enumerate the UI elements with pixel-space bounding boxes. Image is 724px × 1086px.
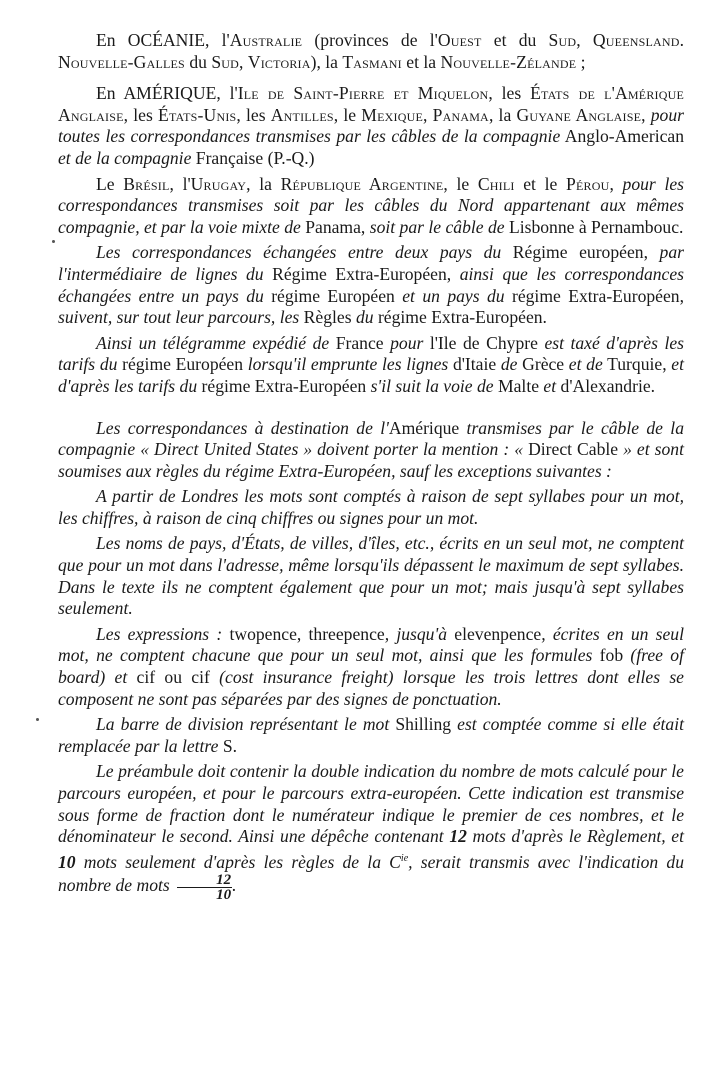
paragraph-amerique	[58, 83, 684, 169]
italic-run: de	[500, 354, 518, 375]
region-heading-amerique: AMÉRIQUE	[123, 83, 217, 104]
scan-speck	[36, 718, 39, 721]
place-name: Grèce	[517, 354, 569, 375]
company-name: Anglo-American	[560, 126, 684, 147]
italic-run: lorsqu'il emprunte les lignes	[247, 354, 449, 375]
text-run: et le	[514, 173, 566, 194]
place-name: Panama	[432, 104, 489, 125]
word-count-fraction	[177, 873, 232, 902]
text-run: ,	[422, 104, 433, 125]
paragraph-expressions	[58, 624, 684, 710]
text-run: ,	[609, 173, 623, 194]
text-run: régime Extra-Européen.	[373, 307, 547, 328]
place-name: Tasmani	[342, 51, 402, 72]
italic-run: soit par le câble de	[369, 216, 505, 237]
text-run: régime Européen	[117, 354, 248, 375]
italic-run: Les correspondances échangées entre deux pays du	[96, 242, 502, 263]
place-name: Queensland	[592, 30, 680, 50]
text-run: Régime Extra-Européen	[263, 263, 447, 284]
italic-run: pour les correspondances transmises soit par les câbles du Nord appartenant aux mêmes compagnie, et par la voie mixte de	[58, 173, 684, 237]
place-name: l'Ile de Chypre	[423, 332, 545, 353]
term-text: Shilling	[389, 714, 458, 735]
fraction-numerator: 12	[177, 873, 232, 888]
text-run: (provinces de l'	[302, 30, 438, 50]
expression-text: twopence, threepence	[229, 623, 385, 644]
place-name: Nouvelle-Zélande	[440, 51, 577, 72]
place-name: Lisbonne à Pernambouc.	[504, 216, 684, 237]
text-run: ,	[679, 285, 684, 306]
italic-run: mots d'après le Règlement, et	[466, 826, 684, 847]
text-run: , l'	[205, 30, 230, 50]
text-run: .	[679, 30, 684, 50]
paragraph-londres	[58, 486, 684, 529]
text-run: , l'	[169, 173, 191, 194]
italic-run: La barre de division représentant le mot	[96, 714, 390, 735]
italic-run: » et sont soumises aux règles du régime Extra-Européen, sauf les exceptions suivantes :	[58, 439, 684, 481]
superscript-text: ie	[400, 852, 409, 864]
place-name: Victoria	[247, 51, 311, 72]
text-run: , les	[488, 83, 531, 104]
text-run: ,	[643, 242, 660, 263]
place-name: France	[329, 332, 391, 353]
region-heading-oceanie: OCÉANIE	[127, 30, 205, 50]
place-name: Mexique	[361, 104, 423, 125]
italic-run: (cost insurance freight) lorsque les trois lettres dont elles se composent ne sont pas séparées par des signes de ponctuation.	[58, 667, 684, 709]
place-name: Brésil	[123, 173, 170, 194]
italic-run: et de la compagnie	[58, 147, 192, 168]
place-name: Pérou	[566, 173, 610, 194]
italic-run: ainsi que les correspondances échangées entre un pays du	[58, 263, 685, 306]
italic-run: Les correspondances à destination de l'	[96, 417, 389, 438]
italic-run: du	[355, 307, 374, 328]
paragraph-barre-division	[58, 714, 684, 757]
paragraph-direct-united-states	[58, 418, 684, 483]
text-run: Règles	[299, 307, 356, 328]
italic-run: et un pays du	[402, 285, 505, 306]
italic-run: et d'après les tarifs du	[58, 354, 684, 396]
scan-speck	[52, 240, 55, 243]
place-name: République Argentine	[280, 173, 444, 194]
expression-text: elevenpence	[454, 623, 542, 644]
italic-run: est comptée comme si elle était remplacée par la lettre	[58, 714, 684, 756]
place-name: Sud	[211, 51, 240, 72]
paragraph-exemple-chypre	[58, 333, 684, 398]
italic-run: et	[543, 375, 557, 396]
place-name: d'Alexandrie.	[556, 375, 656, 396]
place-name: Ouest	[437, 30, 482, 50]
text-run: , la	[246, 173, 281, 194]
term-text: S.	[218, 735, 238, 756]
italic-run: , écrites en un seul mot, ne comptent chacune que pour un seul mot, ainsi que les formules	[58, 623, 684, 666]
text-run: ,	[360, 216, 370, 237]
italic-run: suivent, sur tout leur parcours, les	[58, 307, 300, 328]
text-run: ;	[576, 51, 586, 72]
text-run: , l'	[216, 83, 238, 104]
italic-run: Le préambule doit contenir la double indication du nombre de mots calculé pour le parcours européen, et pour le parcours extra-européen. Cette indication est transmise sous forme de fraction dont le numérateur indique le premier de ces nombres, et le dénominateur le second. Ainsi une dépêche contenant	[58, 761, 684, 847]
text-run: ,	[446, 263, 460, 284]
italic-run: pour	[390, 332, 424, 353]
place-name: Ile de Saint-Pierre et Miquelon	[237, 83, 489, 104]
italic-run: Les expressions :	[96, 623, 230, 644]
text-run: En	[96, 30, 128, 50]
place-name: Guyane Anglaise	[516, 104, 642, 125]
italic-run: Ainsi un télégramme expédié de	[96, 332, 330, 353]
fraction-denominator: 10	[216, 887, 232, 904]
text-run: et du	[481, 30, 549, 50]
text-run: régime Européen	[263, 285, 403, 306]
paragraph-correspondances	[58, 242, 684, 328]
company-name: Française (P.-Q.)	[191, 147, 315, 168]
place-name: Australie	[229, 30, 303, 50]
place-name: Panama	[300, 216, 361, 237]
place-name: Antilles	[270, 104, 334, 125]
text-run: ,	[641, 104, 651, 125]
text-run: En	[96, 83, 124, 104]
italic-run: par l'intermédiaire de lignes du	[58, 242, 684, 284]
place-name: Sud	[548, 30, 577, 50]
italic-run: » doivent porter la mention : «	[298, 439, 529, 460]
text-run: Le	[96, 173, 124, 194]
place-name: Chili	[477, 173, 515, 194]
text-run: , le	[443, 173, 478, 194]
paragraph-amerique-sud	[58, 174, 684, 239]
italic-run: transmises par le câble de la compagnie «	[58, 417, 684, 460]
place-name: États-Unis	[158, 104, 237, 125]
paragraph-noms-de-pays	[58, 533, 684, 619]
italic-run: , serait transmis avec l'indication du nombre de mots	[58, 851, 684, 895]
text-run: ,	[239, 51, 248, 72]
italic-run: , jusqu'à	[384, 623, 455, 644]
paragraph-oceanie	[58, 30, 684, 73]
expression-text: fob	[599, 645, 624, 666]
place-name: Amérique	[388, 417, 460, 438]
italic-run: pour toutes les correspondances transmises par les câbles de la compagnie	[58, 104, 684, 147]
number-bold: 12	[449, 826, 467, 847]
text-run: régime Extra-Européen	[197, 375, 371, 396]
text-run: ,	[662, 354, 672, 375]
place-name: Urugay	[190, 173, 247, 194]
text-run: , la	[488, 104, 517, 125]
italic-run: (free of board) et	[58, 645, 684, 688]
text-run: régime Extra-Européen	[504, 285, 680, 306]
text-run: , le	[333, 104, 362, 125]
italic-run: et de	[568, 354, 603, 375]
paragraph-preambule	[58, 761, 684, 902]
text-run: Régime européen	[501, 242, 644, 263]
italic-run: s'il suit la voie de	[370, 375, 494, 396]
text-run: , les	[236, 104, 271, 125]
text-run: .	[232, 874, 237, 895]
italic-run: mots seulement d'après les règles de la C	[75, 851, 401, 872]
mention-text: Direct Cable	[528, 439, 619, 460]
expression-text: cif ou cif	[136, 667, 210, 688]
number-bold: 10	[58, 851, 76, 872]
place-name: Malte	[493, 375, 544, 396]
text-run: ,	[576, 30, 593, 50]
text-run: du	[184, 51, 212, 72]
italic-run: Les noms de pays, d'États, de villes, d'îles, etc., écrits en un seul mot, ne comptent que pour un mot dans l'adresse, même lorsqu'ils dépassent le maximum de sept syllabes. Dans le texte ils ne comptent également que pour un mot; mais jusqu'à sept syllabes seulement.	[58, 533, 684, 619]
text-run: , les	[123, 104, 159, 125]
place-name: États de l'Amérique Anglaise	[58, 83, 684, 125]
place-name: Turquie	[602, 354, 663, 375]
text-run: et la	[401, 51, 441, 72]
place-name: Nouvelle-Galles	[58, 51, 185, 72]
text-run: ), la	[310, 51, 343, 72]
company-name: Direct United States	[154, 439, 299, 460]
italic-run: est taxé d'après les tarifs du	[58, 332, 685, 375]
place-name: d'Itaie	[448, 354, 501, 375]
italic-run: A partir de Londres les mots sont comptés à raison de sept syllabes pour un mot, les chiffres, à raison de cinq chiffres ou signes pour un mot.	[58, 486, 684, 528]
